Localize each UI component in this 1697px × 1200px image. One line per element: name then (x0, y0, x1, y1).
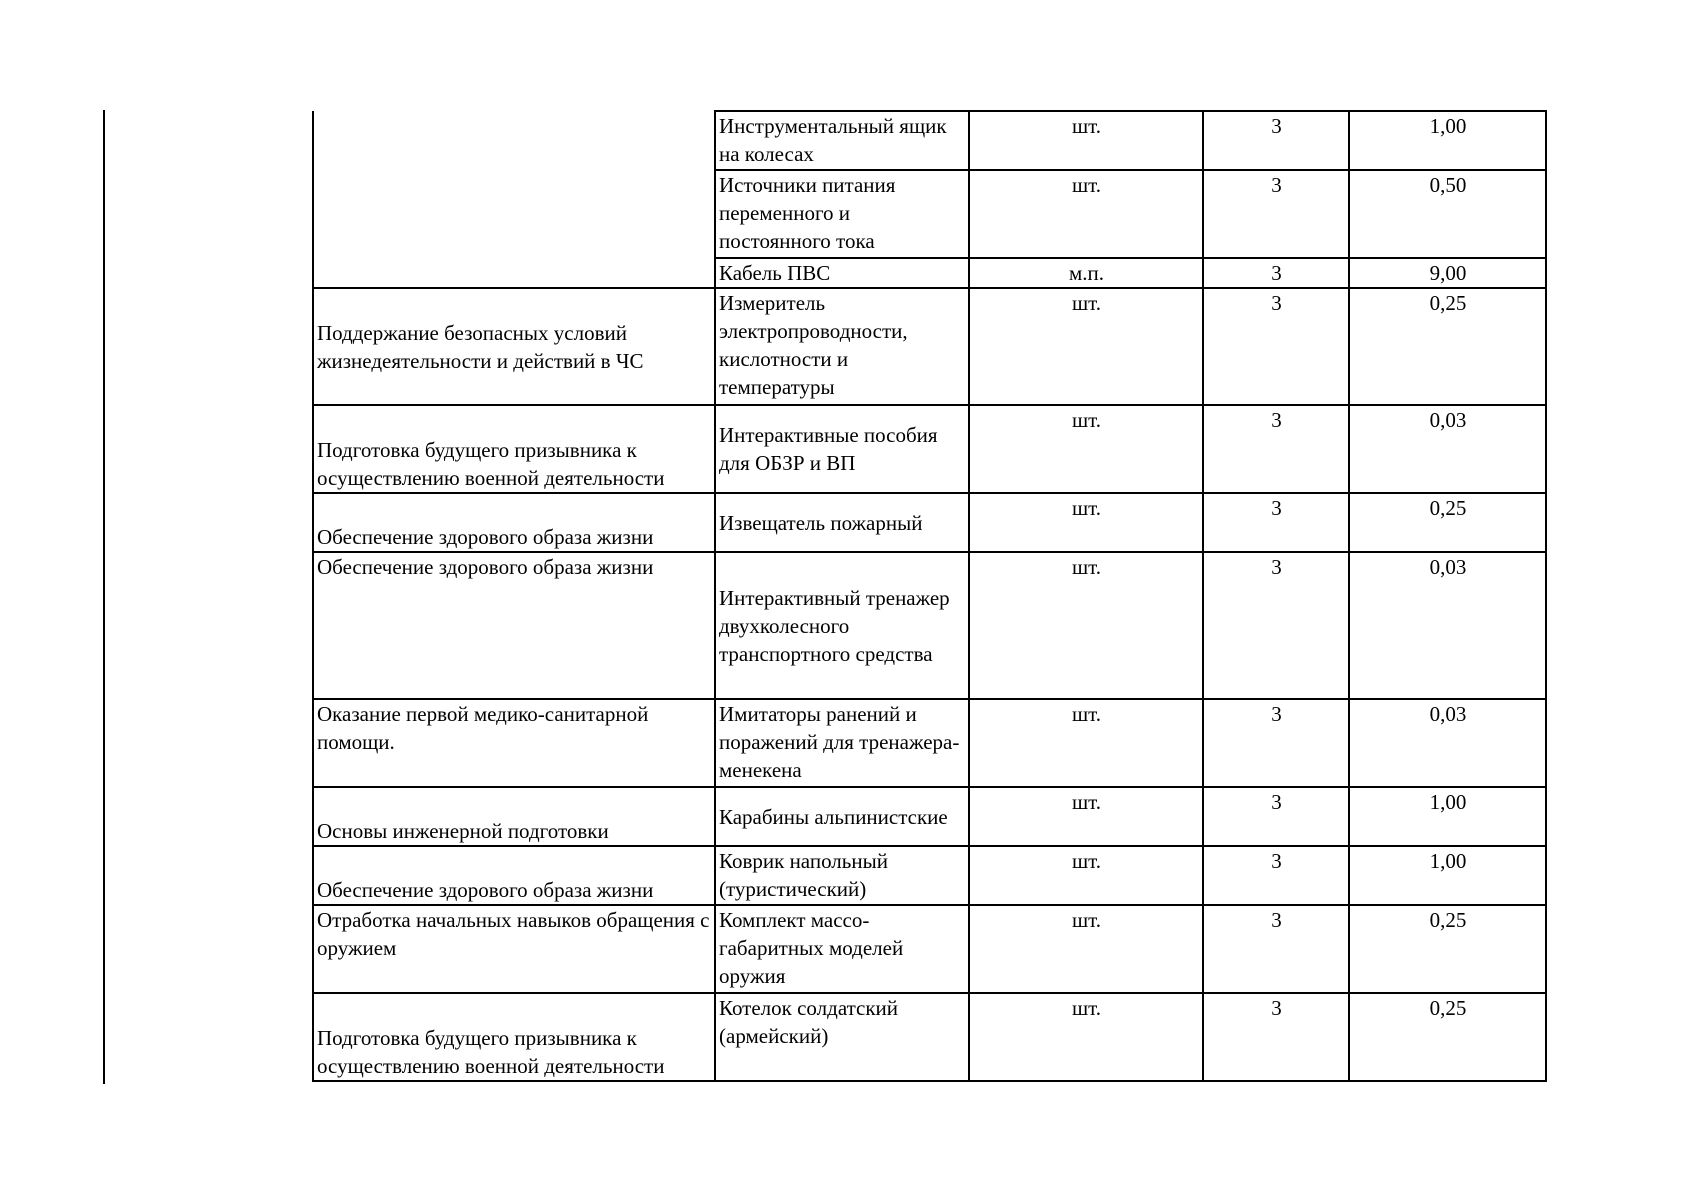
item-name-cell: Источники питания переменного и постоянного тока (715, 170, 969, 258)
unit-cell: шт. (969, 552, 1203, 699)
quantity-cell: 3 (1203, 405, 1349, 493)
table-row (313, 405, 1546, 493)
topic-cell: Поддержание безопасных условий жизнедеятельности и действий в ЧС (313, 288, 715, 405)
quantity-cell: 3 (1203, 846, 1349, 905)
coefficient-cell: 1,00 (1349, 846, 1546, 905)
unit-cell: шт. (969, 405, 1203, 493)
coefficient-cell: 0,03 (1349, 552, 1546, 699)
coefficient-cell: 0,25 (1349, 905, 1546, 993)
item-name-cell: Коврик напольный (туристический) (715, 846, 969, 905)
topic-cell: Обеспечение здорового образа жизни (313, 493, 715, 552)
unit-cell: шт. (969, 699, 1203, 787)
item-name-cell: Комплект массо-габаритных моделей оружия (715, 905, 969, 993)
table-row (313, 493, 1546, 552)
table-row (313, 787, 1546, 846)
topic-cell: Подготовка будущего призывника к осуществлению военной деятельности (313, 405, 715, 493)
table-row (313, 288, 1546, 405)
unit-cell: м.п. (969, 258, 1203, 288)
item-name-cell: Интерактивные пособия для ОБЗР и ВП (715, 405, 969, 493)
unit-cell: шт. (969, 288, 1203, 405)
quantity-cell: 3 (1203, 905, 1349, 993)
quantity-cell: 3 (1203, 288, 1349, 405)
topic-cell: Обеспечение здорового образа жизни (313, 846, 715, 905)
table-row (313, 552, 1546, 699)
unit-cell: шт. (969, 993, 1203, 1081)
coefficient-cell: 0,25 (1349, 993, 1546, 1081)
topic-cell: Отработка начальных навыков обращения с оружием (313, 905, 715, 993)
topic-cell (313, 111, 715, 288)
topic-cell: Основы инженерной подготовки (313, 787, 715, 846)
unit-cell: шт. (969, 905, 1203, 993)
unit-cell: шт. (969, 111, 1203, 170)
item-name-cell: Измеритель электропроводности, кислотности и температуры (715, 288, 969, 405)
table-row (313, 846, 1546, 905)
coefficient-cell: 0,03 (1349, 699, 1546, 787)
item-name-cell: Имитаторы ранений и поражений для тренажера-менекена (715, 699, 969, 787)
coefficient-cell: 0,03 (1349, 405, 1546, 493)
table-row (313, 699, 1546, 787)
quantity-cell: 3 (1203, 787, 1349, 846)
table-row (313, 993, 1546, 1081)
item-name-cell: Карабины альпинистские (715, 787, 969, 846)
unit-cell: шт. (969, 787, 1203, 846)
quantity-cell: 3 (1203, 111, 1349, 170)
unit-cell: шт. (969, 846, 1203, 905)
unit-cell: шт. (969, 493, 1203, 552)
quantity-cell: 3 (1203, 493, 1349, 552)
item-name-cell: Кабель ПВС (715, 258, 969, 288)
item-name-cell: Извещатель пожарный (715, 493, 969, 552)
item-name-cell: Инструментальный ящик на колесах (715, 111, 969, 170)
quantity-cell: 3 (1203, 699, 1349, 787)
topic-cell: Оказание первой медико-санитарной помощи. (313, 699, 715, 787)
unit-cell: шт. (969, 170, 1203, 258)
topic-cell: Обеспечение здорового образа жизни (313, 552, 715, 699)
equipment-table (312, 110, 1547, 1082)
quantity-cell: 3 (1203, 170, 1349, 258)
left-margin-rule (103, 110, 105, 1084)
coefficient-cell: 1,00 (1349, 787, 1546, 846)
coefficient-cell: 1,00 (1349, 111, 1546, 170)
coefficient-cell: 0,25 (1349, 288, 1546, 405)
coefficient-cell: 0,25 (1349, 493, 1546, 552)
quantity-cell: 3 (1203, 258, 1349, 288)
quantity-cell: 3 (1203, 993, 1349, 1081)
topic-cell: Подготовка будущего призывника к осуществлению военной деятельности (313, 993, 715, 1081)
coefficient-cell: 0,50 (1349, 170, 1546, 258)
coefficient-cell: 9,00 (1349, 258, 1546, 288)
table-row (313, 905, 1546, 993)
table-row (313, 111, 1546, 170)
item-name-cell: Интерактивный тренажер двухколесного транспортного средства (715, 552, 969, 699)
quantity-cell: 3 (1203, 552, 1349, 699)
item-name-cell: Котелок солдатский (армейский) (715, 993, 969, 1081)
